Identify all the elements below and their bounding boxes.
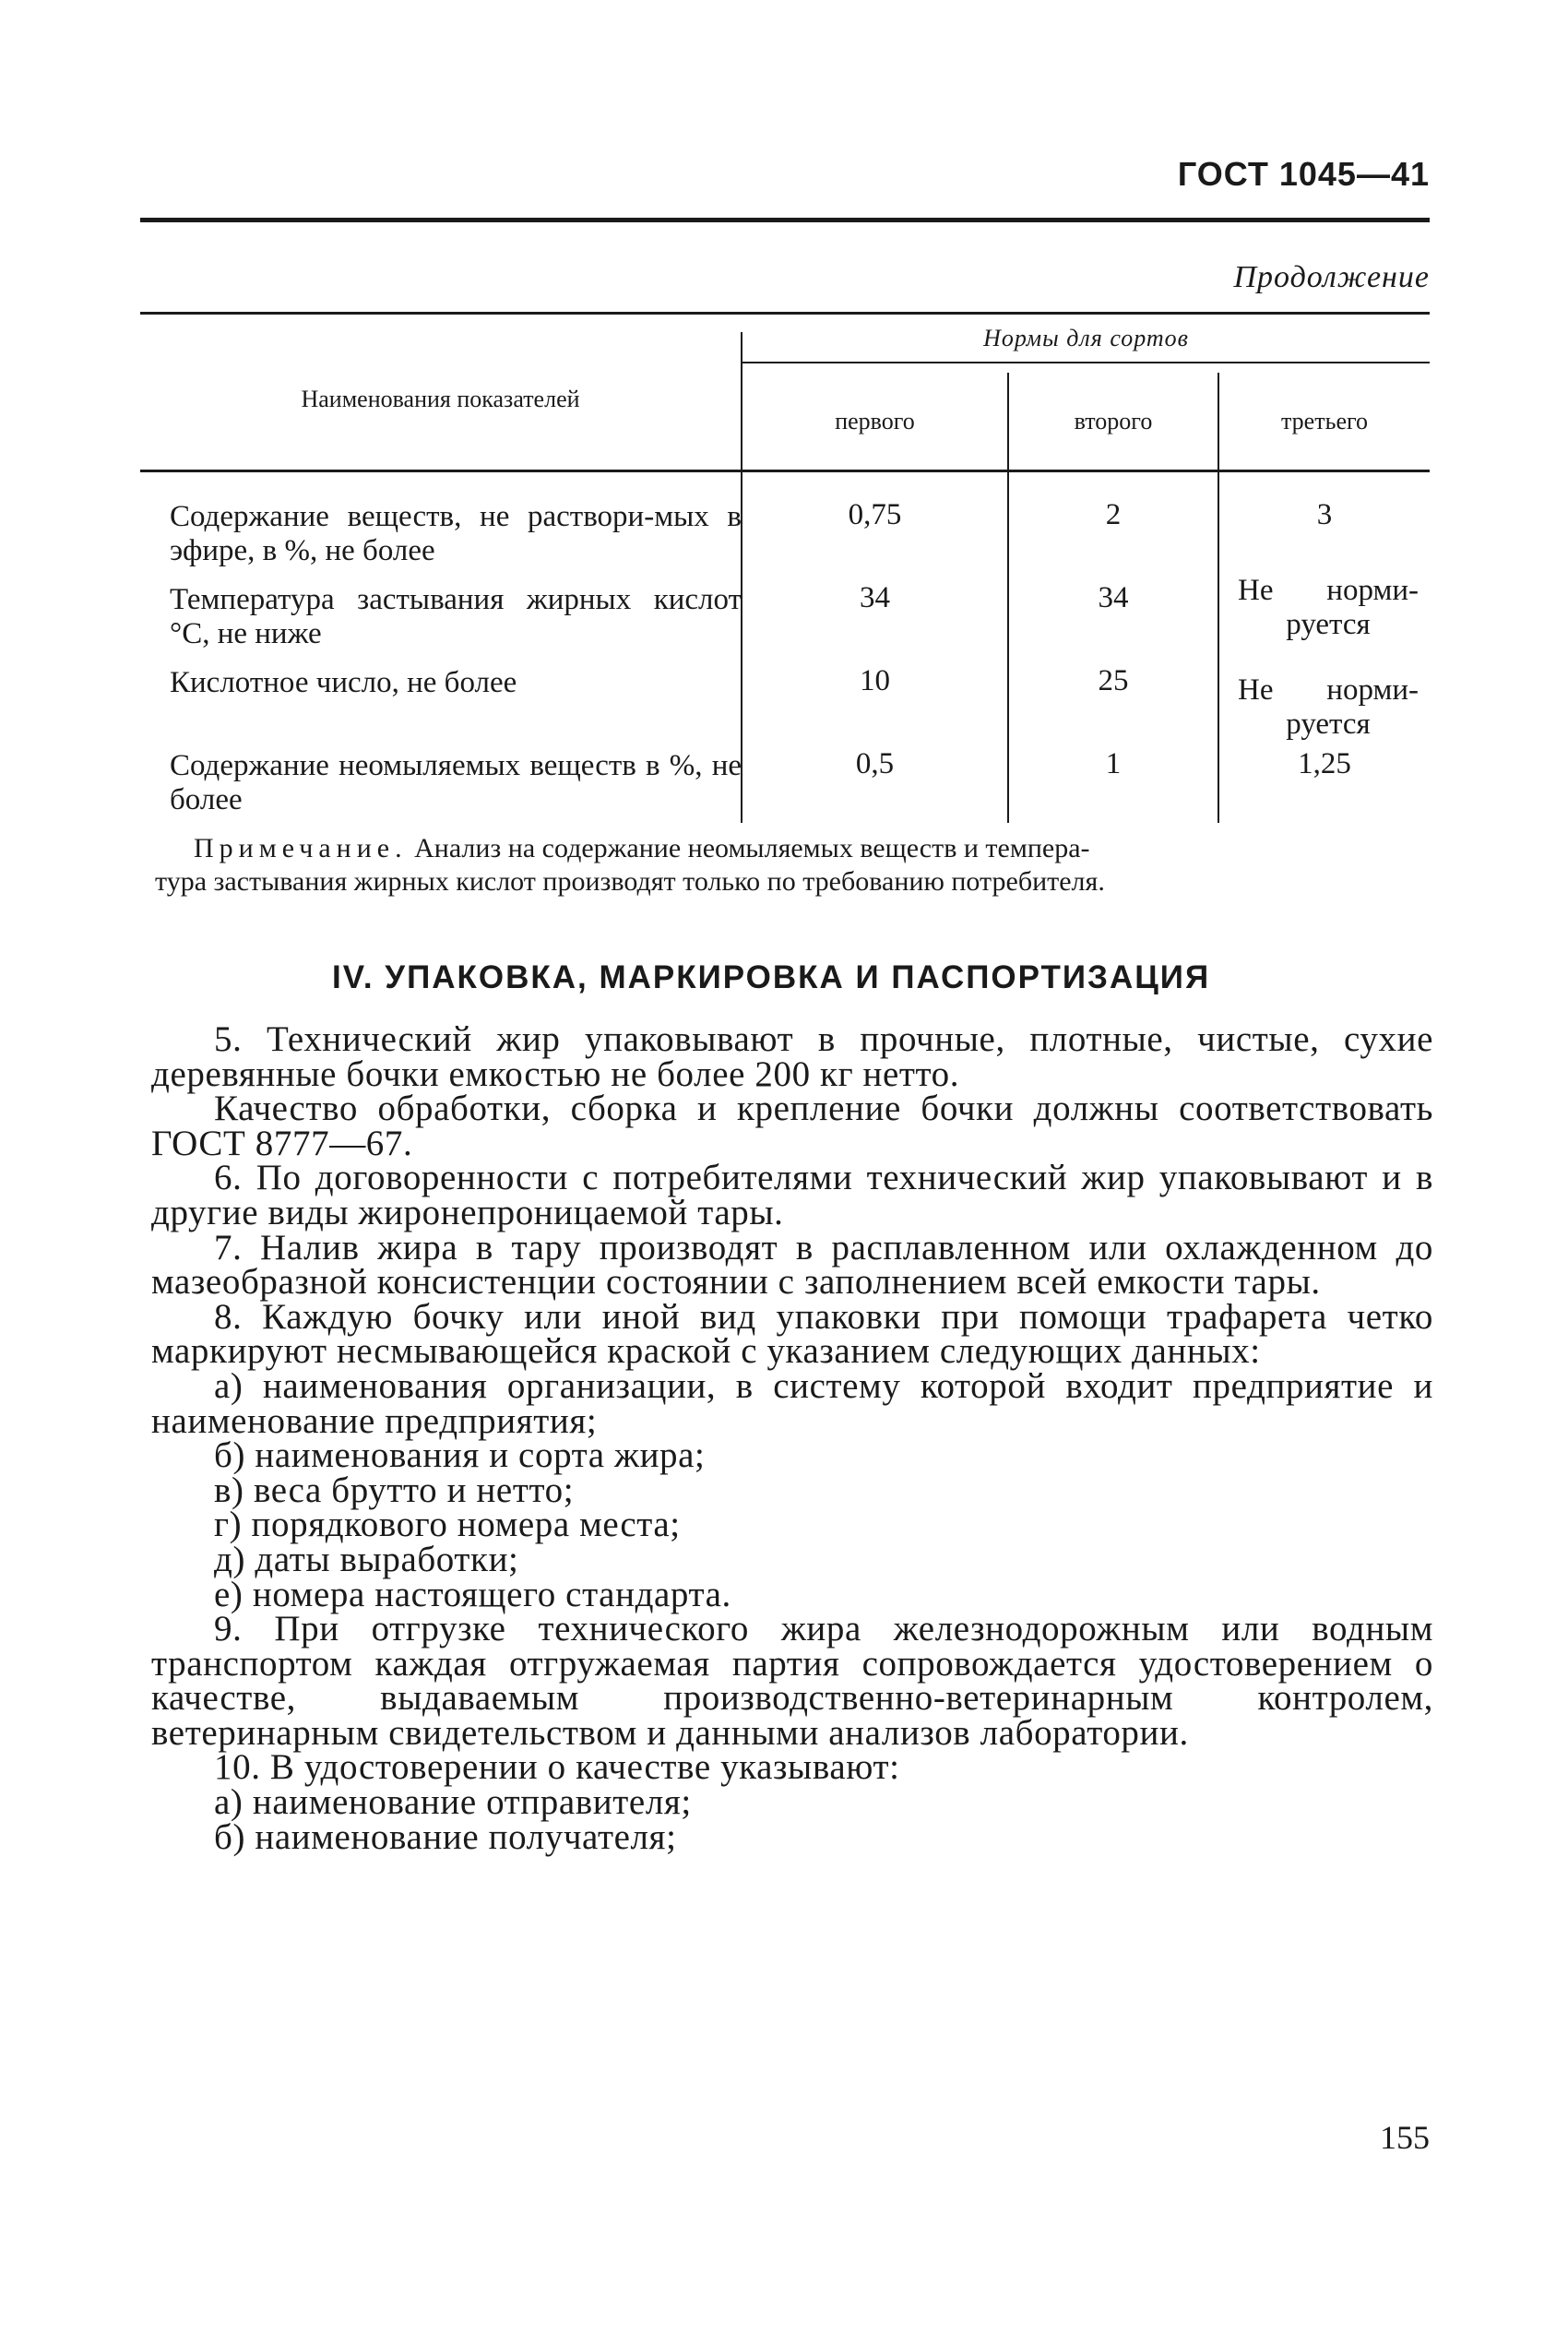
table-cell: 3	[1316, 498, 1333, 531]
table-top-rule	[140, 312, 1430, 315]
standard-header: ГОСТ 1045—41	[1177, 155, 1430, 193]
note-text-line1: Анализ на содержание неомыляемых веществ и темпера-	[414, 833, 1090, 863]
column-group-header: Нормы для сортов	[983, 325, 1189, 351]
table-cell: 0,5	[855, 747, 895, 780]
norms-table	[140, 312, 1430, 824]
column-header-second: второго	[1074, 408, 1153, 434]
table-row-label: Содержание веществ, не раствори-мых в эфире, в %, не более	[170, 500, 742, 567]
note-label: Примечание.	[194, 833, 408, 863]
table-cell: Не норми-руется	[1238, 574, 1419, 641]
table-row-label: Кислотное число, не более	[170, 666, 517, 699]
list-item: а) наименование отправителя;	[214, 1782, 692, 1823]
table-cell: 25	[1098, 664, 1129, 697]
list-item: д) даты выработки;	[214, 1539, 519, 1579]
paragraph-7: 7. Налив жира в тару производят в расплавленном или охлажденном до мазеобразной консистенции состоянии с заполнением всей емкости тары.	[151, 1227, 1433, 1303]
list-item: а) наименования организации, в систему которой входит предприятие и наименование предприятия;	[151, 1365, 1433, 1441]
header-rule	[140, 218, 1430, 222]
paragraph-5-quality: Качество обработки, сборка и крепление бочки должны соответствовать ГОСТ 8777—67.	[151, 1089, 1433, 1163]
table-cell: 0,75	[848, 498, 902, 531]
table-cell: 2	[1105, 498, 1122, 531]
table-cell: 34	[860, 581, 890, 614]
group-header-rule	[742, 362, 1430, 363]
table-cell: Не норми-руется	[1238, 673, 1419, 741]
paragraph-5: 5. Технический жир упаковывают в прочные, плотные, чистые, сухие деревянные бочки емкостью не более 200 кг нетто.	[151, 1019, 1433, 1094]
table-cell: 1	[1105, 747, 1122, 780]
page-number: 155	[1380, 2119, 1430, 2156]
table-row-label: Температура застывания жирных кислот °С, не ниже	[170, 583, 742, 650]
section-title: IV. УПАКОВКА, МАРКИРОВКА И ПАСПОРТИЗАЦИЯ	[332, 959, 1211, 995]
column-header-first: первого	[835, 408, 915, 434]
column-header-third: третьего	[1281, 408, 1368, 434]
section-body	[151, 1019, 1433, 1857]
list-item: б) наименования и сорта жира;	[214, 1435, 706, 1476]
column-header-name: Наименования показателей	[301, 386, 580, 412]
paragraph-10: 10. В удостоверении о качестве указывают:	[214, 1747, 900, 1788]
table-cell: 34	[1098, 581, 1129, 614]
list-item: в) веса брутто и нетто;	[214, 1470, 575, 1510]
list-item: е) номера настоящего стандарта.	[214, 1574, 731, 1614]
table-cell: 10	[860, 664, 890, 697]
paragraph-9: 9. При отгрузке технического жира железнодорожным или водным транспортом каждая отгружаемая партия сопровождается удостоверением о качестве, выдаваемым производственно-ветеринарным контролем, ветеринарным свидетельством и данными анализов лаборатории.	[151, 1609, 1433, 1753]
table-row-label: Содержание неомыляемых веществ в %, не более	[170, 749, 742, 816]
paragraph-8: 8. Каждую бочку или иной вид упаковки при помощи трафарета четко маркируют несмывающейся краской с указанием следующих данных:	[151, 1296, 1433, 1372]
header-bottom-rule	[140, 470, 1430, 472]
list-item: б) наименование получателя;	[214, 1816, 677, 1857]
continuation-label: Продолжение	[1233, 260, 1430, 294]
table-note	[194, 832, 1430, 865]
table-cell: 1,25	[1298, 747, 1351, 780]
note-text-line2: тура застывания жирных кислот производят только по требованию потребителя.	[155, 866, 1105, 897]
list-item: г) порядкового номера места;	[214, 1505, 681, 1545]
paragraph-6: 6. По договоренности с потребителями технический жир упаковывают и в другие виды жиронепроницаемой тары.	[151, 1158, 1433, 1232]
